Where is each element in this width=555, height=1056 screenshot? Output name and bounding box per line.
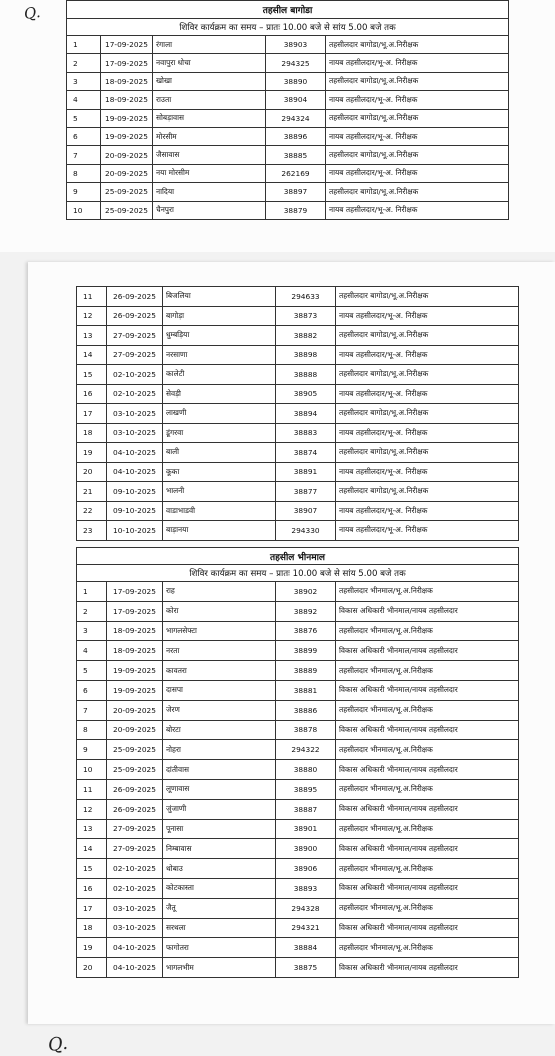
camp-date: 25-09-2025: [101, 201, 153, 219]
village-name: जैतू: [163, 898, 276, 918]
camp-date: 18-09-2025: [107, 621, 163, 641]
camp-date: 19-09-2025: [107, 680, 163, 700]
village-code: 38905: [276, 384, 336, 404]
row-serial: 2: [77, 601, 107, 621]
village-name: वाडाभाडवी: [163, 501, 276, 521]
village-code: 38888: [276, 365, 336, 385]
officer-in-charge: विकास अधिकारी भीनमाल/नायब तहसीलदार: [336, 958, 519, 978]
officer-in-charge: नायब तहसीलदार/भू-अ. निरीक्षक: [336, 306, 519, 326]
table-row: [77, 423, 519, 443]
camp-date: 19-09-2025: [101, 109, 153, 127]
village-name: कूका: [163, 462, 276, 482]
row-serial: 17: [77, 404, 107, 424]
village-name: सोबड़ावास: [153, 109, 266, 127]
village-name: भालनी: [163, 482, 276, 502]
camp-date: 25-09-2025: [101, 183, 153, 201]
table-row: [77, 326, 519, 346]
officer-in-charge: विकास अधिकारी भीनमाल/नायब तहसीलदार: [336, 878, 519, 898]
table-row: [77, 958, 519, 978]
village-name: नरसाणा: [163, 345, 276, 365]
row-serial: 9: [77, 740, 107, 760]
table-row: [77, 740, 519, 760]
village-code: 38902: [276, 582, 336, 602]
camp-date: 10-10-2025: [107, 521, 163, 541]
camp-date: 27-09-2025: [107, 326, 163, 346]
village-name: बिजलिया: [163, 287, 276, 307]
village-name: बोरटा: [163, 720, 276, 740]
village-name: दासपा: [163, 680, 276, 700]
officer-in-charge: तहसीलदार भीनमाल/भू.अ.निरीक्षक: [336, 621, 519, 641]
camp-date: 27-09-2025: [107, 839, 163, 859]
signature-mark: Q.: [22, 2, 42, 24]
table-row: [77, 384, 519, 404]
officer-in-charge: नायब तहसीलदार/भू-अ. निरीक्षक: [326, 127, 509, 145]
table-row: [77, 720, 519, 740]
camp-date: 04-10-2025: [107, 938, 163, 958]
village-name: लूणावास: [163, 779, 276, 799]
table-row: [77, 898, 519, 918]
village-code: 38899: [276, 641, 336, 661]
table-row: [77, 779, 519, 799]
camp-date: 20-09-2025: [107, 720, 163, 740]
village-code: 38903: [266, 36, 326, 54]
row-serial: 8: [67, 164, 101, 182]
village-name: चैनपुरा: [153, 201, 266, 219]
bagoda-table-part-2: [76, 286, 519, 541]
table-row: [77, 839, 519, 859]
camp-date: 20-09-2025: [101, 146, 153, 164]
officer-in-charge: नायब तहसीलदार/भू-अ. निरीक्षक: [326, 164, 509, 182]
village-name: जेरण: [163, 700, 276, 720]
table-row: [77, 641, 519, 661]
village-name: रंगाला: [153, 36, 266, 54]
village-code: 294633: [276, 287, 336, 307]
row-serial: 5: [67, 109, 101, 127]
village-name: कोटकास्ता: [163, 878, 276, 898]
camp-date: 25-09-2025: [107, 760, 163, 780]
officer-in-charge: विकास अधिकारी भीनमाल/नायब तहसीलदार: [336, 918, 519, 938]
officer-in-charge: नायब तहसीलदार/भू-अ. निरीक्षक: [326, 91, 509, 109]
camp-date: 02-10-2025: [107, 365, 163, 385]
officer-in-charge: तहसीलदार भीनमाल/भू.अ.निरीक्षक: [336, 859, 519, 879]
officer-in-charge: विकास अधिकारी भीनमाल/नायब तहसीलदार: [336, 680, 519, 700]
row-serial: 11: [77, 287, 107, 307]
row-serial: 22: [77, 501, 107, 521]
document-page-1: [0, 0, 555, 252]
row-serial: 5: [77, 661, 107, 681]
table-row: [77, 661, 519, 681]
camp-date: 02-10-2025: [107, 384, 163, 404]
officer-in-charge: नायब तहसीलदार/भू-अ. निरीक्षक: [336, 345, 519, 365]
table-row: [77, 365, 519, 385]
village-name: फागोतरा: [163, 938, 276, 958]
village-code: 38879: [266, 201, 326, 219]
table-row: [77, 760, 519, 780]
camp-timing: शिविर कार्यक्रम का समय – प्रातः 10.00 बजे से सांय 5.00 बजे तक: [77, 565, 519, 582]
row-serial: 21: [77, 482, 107, 502]
signature-mark: Q.: [46, 1032, 69, 1056]
village-code: 38885: [266, 146, 326, 164]
camp-date: 03-10-2025: [107, 918, 163, 938]
row-serial: 19: [77, 938, 107, 958]
camp-date: 17-09-2025: [107, 601, 163, 621]
village-code: 38886: [276, 700, 336, 720]
camp-date: 02-10-2025: [107, 859, 163, 879]
row-serial: 9: [67, 183, 101, 201]
bagoda-table-part-1: [66, 0, 509, 220]
table-row: [77, 443, 519, 463]
camp-date: 27-09-2025: [107, 345, 163, 365]
table-row: [77, 918, 519, 938]
village-code: 38882: [276, 326, 336, 346]
village-name: नवापुरा धोचा: [153, 54, 266, 72]
village-name: पूनासा: [163, 819, 276, 839]
camp-timing: शिविर कार्यक्रम का समय – प्रातः 10.00 बजे से सांय 5.00 बजे तक: [67, 19, 509, 36]
officer-in-charge: तहसीलदार बागोडा/भू.अ.निरीक्षक: [326, 36, 509, 54]
row-serial: 23: [77, 521, 107, 541]
camp-date: 19-09-2025: [101, 127, 153, 145]
row-serial: 4: [67, 91, 101, 109]
village-code: 38887: [276, 799, 336, 819]
village-name: भागलभीम: [163, 958, 276, 978]
officer-in-charge: नायब तहसीलदार/भू-अ. निरीक्षक: [336, 501, 519, 521]
table-row: [77, 601, 519, 621]
officer-in-charge: विकास अधिकारी भीनमाल/नायब तहसीलदार: [336, 760, 519, 780]
table-row: [77, 306, 519, 326]
village-code: 294322: [276, 740, 336, 760]
camp-date: 03-10-2025: [107, 898, 163, 918]
village-name: कोरा: [163, 601, 276, 621]
village-name: बागोड़ा: [163, 306, 276, 326]
camp-date: 25-09-2025: [107, 740, 163, 760]
officer-in-charge: विकास अधिकारी भीनमाल/नायब तहसीलदार: [336, 641, 519, 661]
village-name: भागलसेफ्टा: [163, 621, 276, 641]
camp-date: 02-10-2025: [107, 878, 163, 898]
camp-date: 26-09-2025: [107, 779, 163, 799]
camp-date: 18-09-2025: [101, 91, 153, 109]
officer-in-charge: तहसीलदार भीनमाल/भू.अ.निरीक्षक: [336, 740, 519, 760]
row-serial: 16: [77, 384, 107, 404]
village-code: 38907: [276, 501, 336, 521]
officer-in-charge: तहसीलदार बागोडा/भू.अ.निरीक्षक: [336, 326, 519, 346]
camp-date: 09-10-2025: [107, 501, 163, 521]
village-code: 38881: [276, 680, 336, 700]
village-code: 294325: [266, 54, 326, 72]
village-name: बाली: [163, 443, 276, 463]
table-row: [67, 91, 509, 109]
camp-date: 26-09-2025: [107, 287, 163, 307]
village-code: 38894: [276, 404, 336, 424]
row-serial: 1: [67, 36, 101, 54]
row-serial: 10: [67, 201, 101, 219]
row-serial: 3: [77, 621, 107, 641]
table-row: [67, 54, 509, 72]
officer-in-charge: तहसीलदार बागोडा/भू.अ.निरीक्षक: [336, 404, 519, 424]
village-code: 38904: [266, 91, 326, 109]
table-row: [77, 621, 519, 641]
table-row: [77, 521, 519, 541]
row-serial: 3: [67, 72, 101, 90]
village-name: कावतरा: [163, 661, 276, 681]
village-code: 38874: [276, 443, 336, 463]
village-code: 38900: [276, 839, 336, 859]
table-row: [67, 164, 509, 182]
row-serial: 12: [77, 799, 107, 819]
table-row: [67, 109, 509, 127]
officer-in-charge: तहसीलदार बागोडा/भू.अ.निरीक्षक: [336, 443, 519, 463]
table-row: [67, 146, 509, 164]
officer-in-charge: नायब तहसीलदार/भू-अ. निरीक्षक: [336, 423, 519, 443]
table-row: [67, 201, 509, 219]
village-code: 38896: [266, 127, 326, 145]
officer-in-charge: नायब तहसीलदार/भू-अ. निरीक्षक: [336, 462, 519, 482]
village-code: 38875: [276, 958, 336, 978]
village-name: सरथला: [163, 918, 276, 938]
row-serial: 19: [77, 443, 107, 463]
village-code: 294328: [276, 898, 336, 918]
village-code: 38891: [276, 462, 336, 482]
camp-date: 18-09-2025: [101, 72, 153, 90]
table-row: [77, 287, 519, 307]
camp-date: 03-10-2025: [107, 404, 163, 424]
row-serial: 20: [77, 462, 107, 482]
table-row: [77, 859, 519, 879]
row-serial: 14: [77, 345, 107, 365]
village-code: 294324: [266, 109, 326, 127]
row-serial: 4: [77, 641, 107, 661]
village-code: 38890: [266, 72, 326, 90]
officer-in-charge: तहसीलदार बागोडा/भू.अ.निरीक्षक: [326, 183, 509, 201]
table-row: [77, 680, 519, 700]
village-code: 294330: [276, 521, 336, 541]
village-name: लाखणी: [163, 404, 276, 424]
officer-in-charge: तहसीलदार बागोडा/भू.अ.निरीक्षक: [336, 482, 519, 502]
village-name: राउता: [153, 91, 266, 109]
table-row: [77, 501, 519, 521]
village-name: नोहरा: [163, 740, 276, 760]
village-name: निम्बावास: [163, 839, 276, 859]
village-name: सेवड़ी: [163, 384, 276, 404]
village-code: 38895: [276, 779, 336, 799]
camp-date: 09-10-2025: [107, 482, 163, 502]
row-serial: 13: [77, 819, 107, 839]
village-code: 38883: [276, 423, 336, 443]
row-serial: 7: [77, 700, 107, 720]
row-serial: 7: [67, 146, 101, 164]
officer-in-charge: तहसीलदार बागोडा/भू.अ.निरीक्षक: [336, 365, 519, 385]
village-code: 38884: [276, 938, 336, 958]
table-row: [77, 878, 519, 898]
camp-date: 17-09-2025: [101, 36, 153, 54]
village-code: 38897: [266, 183, 326, 201]
camp-date: 17-09-2025: [101, 54, 153, 72]
table-row: [67, 127, 509, 145]
table-row: [77, 482, 519, 502]
camp-date: 18-09-2025: [107, 641, 163, 661]
village-code: 38901: [276, 819, 336, 839]
row-serial: 20: [77, 958, 107, 978]
table-row: [67, 36, 509, 54]
officer-in-charge: तहसीलदार भीनमाल/भू.अ.निरीक्षक: [336, 700, 519, 720]
officer-in-charge: तहसीलदार भीनमाल/भू.अ.निरीक्षक: [336, 661, 519, 681]
row-serial: 12: [77, 306, 107, 326]
officer-in-charge: तहसीलदार बागोडा/भू.अ.निरीक्षक: [326, 72, 509, 90]
table-row: [77, 799, 519, 819]
village-name: जुंजाणी: [163, 799, 276, 819]
village-name: डूंगरवा: [163, 423, 276, 443]
village-code: 38876: [276, 621, 336, 641]
village-code: 262169: [266, 164, 326, 182]
row-serial: 6: [77, 680, 107, 700]
table-row: [77, 345, 519, 365]
table-row: [67, 183, 509, 201]
village-name: बाड़ानया: [163, 521, 276, 541]
village-code: 38878: [276, 720, 336, 740]
officer-in-charge: तहसीलदार बागोडा/भू.अ.निरीक्षक: [326, 109, 509, 127]
village-code: 38898: [276, 345, 336, 365]
officer-in-charge: नायब तहसीलदार/भू-अ. निरीक्षक: [326, 54, 509, 72]
row-serial: 11: [77, 779, 107, 799]
village-code: 38873: [276, 306, 336, 326]
village-code: 38877: [276, 482, 336, 502]
row-serial: 18: [77, 423, 107, 443]
camp-date: 17-09-2025: [107, 582, 163, 602]
row-serial: 16: [77, 878, 107, 898]
row-serial: 15: [77, 365, 107, 385]
camp-date: 04-10-2025: [107, 462, 163, 482]
row-serial: 2: [67, 54, 101, 72]
table-row: [77, 700, 519, 720]
officer-in-charge: विकास अधिकारी भीनमाल/नायब तहसीलदार: [336, 601, 519, 621]
row-serial: 14: [77, 839, 107, 859]
village-name: मोरसीम: [153, 127, 266, 145]
officer-in-charge: तहसीलदार भीनमाल/भू.अ.निरीक्षक: [336, 938, 519, 958]
row-serial: 1: [77, 582, 107, 602]
camp-date: 04-10-2025: [107, 958, 163, 978]
village-code: 38893: [276, 878, 336, 898]
village-code: 38906: [276, 859, 336, 879]
village-name: नादिया: [153, 183, 266, 201]
row-serial: 13: [77, 326, 107, 346]
village-name: खोखा: [153, 72, 266, 90]
row-serial: 15: [77, 859, 107, 879]
officer-in-charge: नायब तहसीलदार/भू-अ. निरीक्षक: [336, 521, 519, 541]
table-row: [77, 462, 519, 482]
row-serial: 8: [77, 720, 107, 740]
row-serial: 18: [77, 918, 107, 938]
officer-in-charge: तहसीलदार भीनमाल/भू.अ.निरीक्षक: [336, 582, 519, 602]
village-name: दांतीवास: [163, 760, 276, 780]
officer-in-charge: नायब तहसीलदार/भू-अ. निरीक्षक: [336, 384, 519, 404]
camp-date: 26-09-2025: [107, 306, 163, 326]
row-serial: 6: [67, 127, 101, 145]
village-name: थोबाउ: [163, 859, 276, 879]
officer-in-charge: नायब तहसीलदार/भू-अ. निरीक्षक: [326, 201, 509, 219]
officer-in-charge: तहसीलदार बागोडा/भू.अ.निरीक्षक: [336, 287, 519, 307]
village-name: कालेटी: [163, 365, 276, 385]
village-code: 38889: [276, 661, 336, 681]
officer-in-charge: तहसीलदार बागोडा/भू.अ.निरीक्षक: [326, 146, 509, 164]
camp-date: 03-10-2025: [107, 423, 163, 443]
officer-in-charge: विकास अधिकारी भीनमाल/नायब तहसीलदार: [336, 839, 519, 859]
camp-date: 27-09-2025: [107, 819, 163, 839]
camp-date: 20-09-2025: [101, 164, 153, 182]
camp-date: 04-10-2025: [107, 443, 163, 463]
village-name: जैसावास: [153, 146, 266, 164]
village-name: राह: [163, 582, 276, 602]
tehsil-title: तहसील बागोडा: [67, 1, 509, 19]
officer-in-charge: विकास अधिकारी भीनमाल/नायब तहसीलदार: [336, 720, 519, 740]
village-name: नया मोरसीम: [153, 164, 266, 182]
officer-in-charge: विकास अधिकारी भीनमाल/नायब तहसीलदार: [336, 799, 519, 819]
table-row: [77, 819, 519, 839]
officer-in-charge: तहसीलदार भीनमाल/भू.अ.निरीक्षक: [336, 819, 519, 839]
bhinmal-table: [76, 547, 519, 978]
officer-in-charge: तहसीलदार भीनमाल/भू.अ.निरीक्षक: [336, 779, 519, 799]
village-name: नरता: [163, 641, 276, 661]
table-row: [67, 72, 509, 90]
camp-date: 26-09-2025: [107, 799, 163, 819]
village-code: 38892: [276, 601, 336, 621]
table-row: [77, 582, 519, 602]
table-row: [77, 938, 519, 958]
village-name: धुम्बड़िया: [163, 326, 276, 346]
tehsil-title: तहसील भीनमाल: [77, 548, 519, 565]
row-serial: 17: [77, 898, 107, 918]
village-code: 294321: [276, 918, 336, 938]
table-row: [77, 404, 519, 424]
row-serial: 10: [77, 760, 107, 780]
village-code: 38880: [276, 760, 336, 780]
camp-date: 20-09-2025: [107, 700, 163, 720]
camp-date: 19-09-2025: [107, 661, 163, 681]
officer-in-charge: तहसीलदार भीनमाल/भू.अ.निरीक्षक: [336, 898, 519, 918]
